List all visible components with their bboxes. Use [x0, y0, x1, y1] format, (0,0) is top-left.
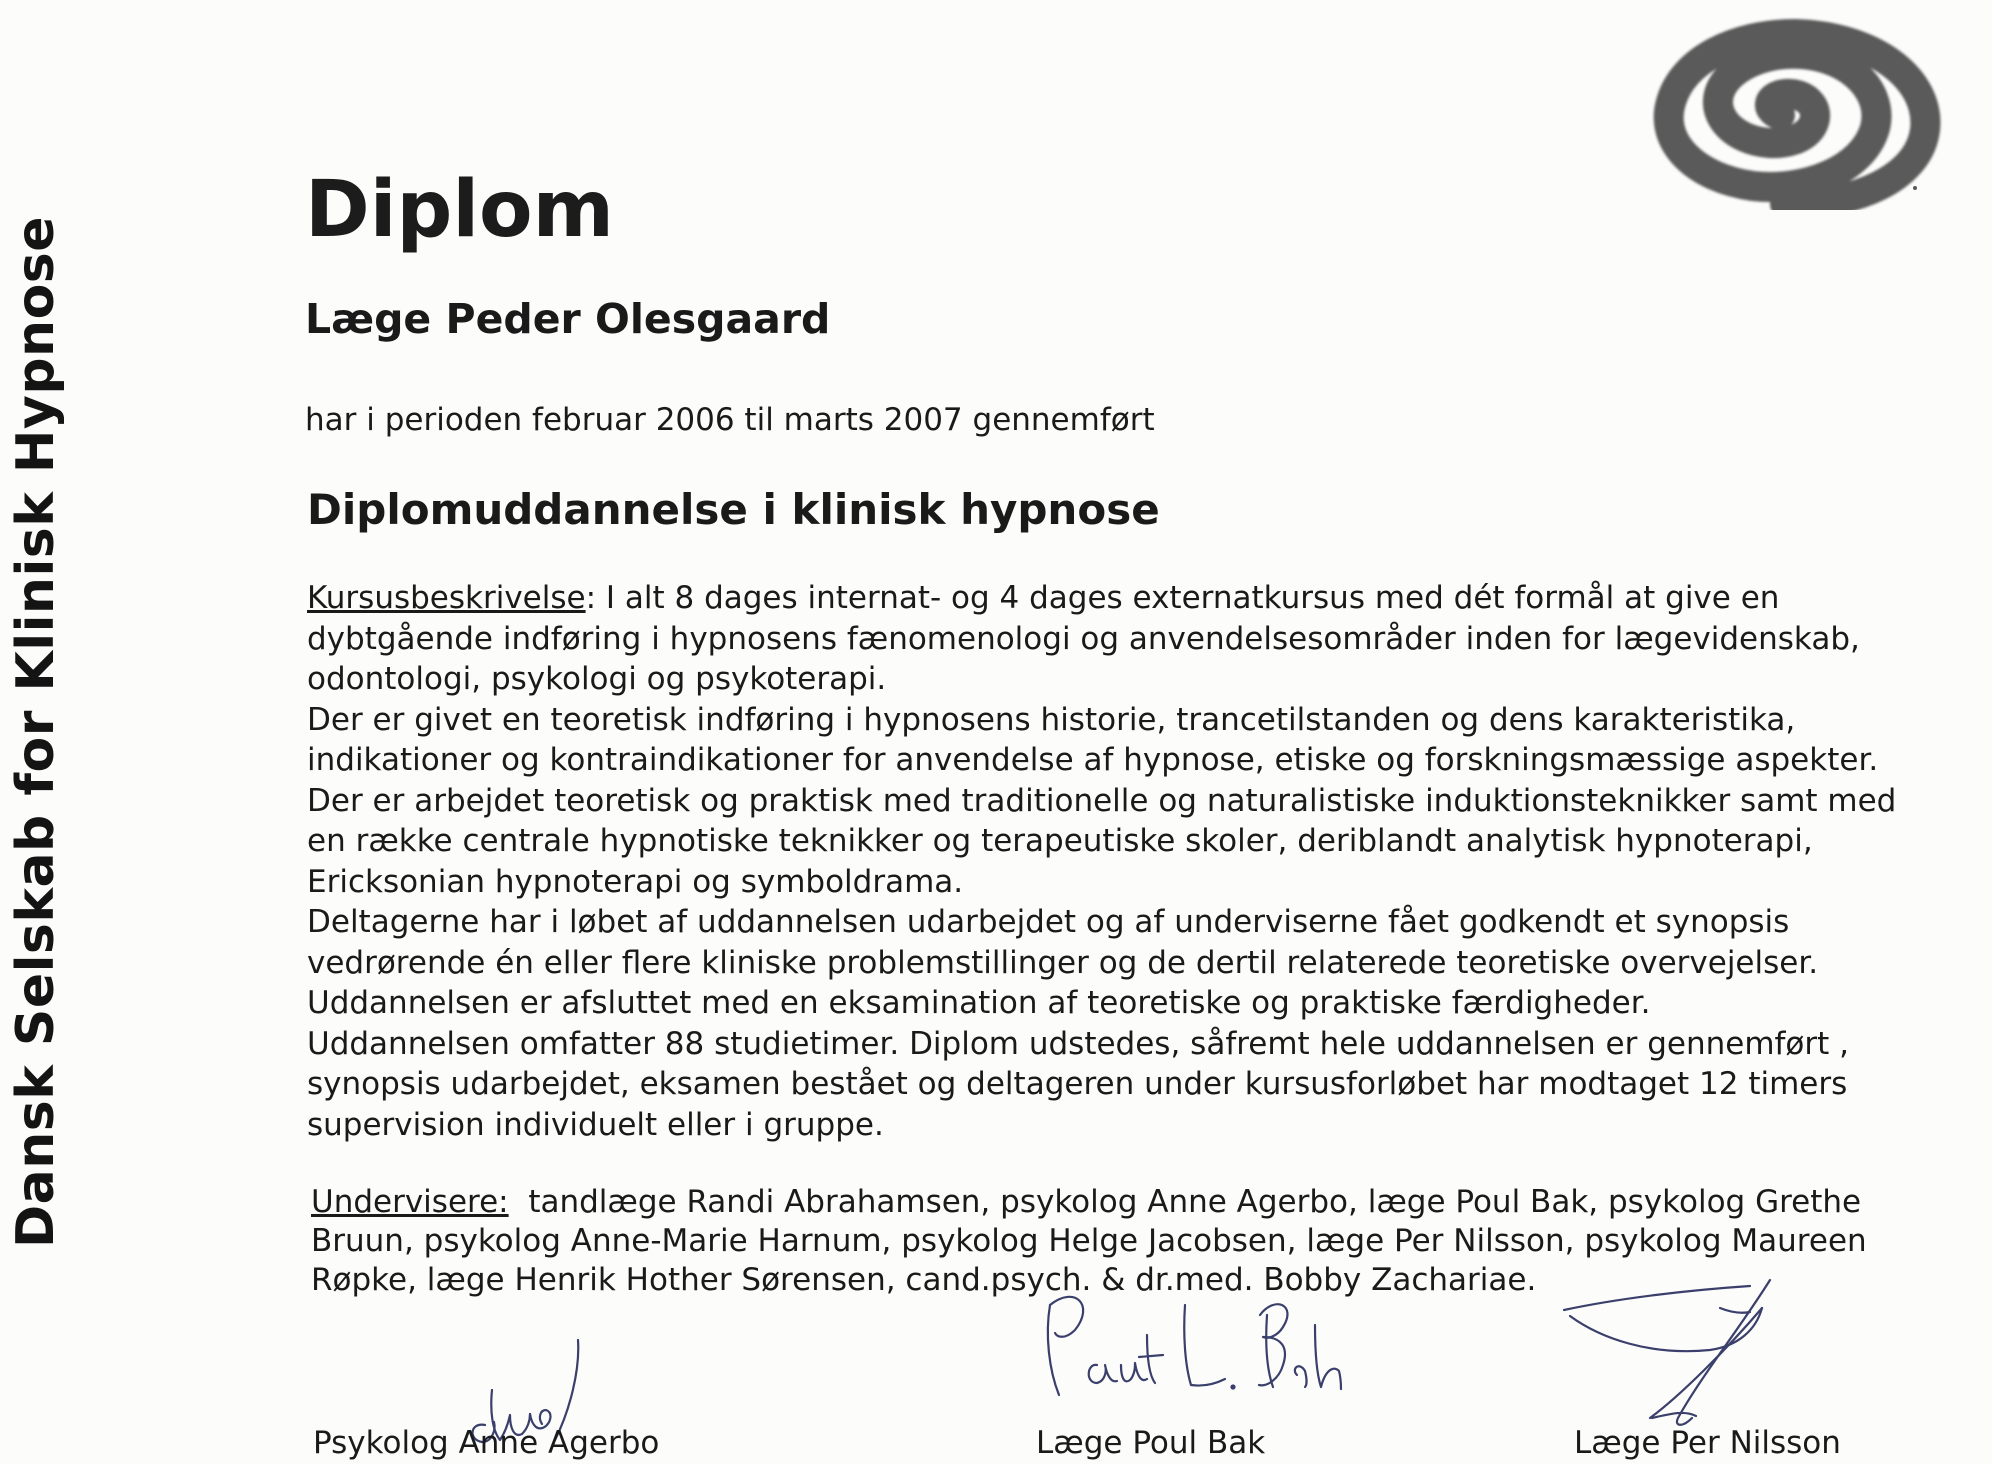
signature-poul-bak: [1035, 1275, 1365, 1415]
teachers-line: Røpke, læge Henrik Hother Sørensen, cand.psych. & dr.med. Bobby Zachariae.: [311, 1262, 1537, 1298]
teachers-line: Bruun, psykolog Anne-Marie Harnum, psykolog Helge Jacobsen, læge Per Nilsson, psykolog Maureen: [311, 1223, 1867, 1259]
description-line: Deltagerne har i løbet af uddannelsen udarbejdet og af underviserne fået godkendt et synopsis: [307, 904, 1790, 940]
description-line: Uddannelsen omfatter 88 studietimer. Diplom udstedes, såfremt hele uddannelsen er gennemført ,: [307, 1025, 1850, 1062]
description-line: en række centrale hypnotiske teknikker og terapeutiske skoler, deriblandt analytisk hypnoterapi,: [307, 823, 1813, 859]
signatory-name-3: Læge Per Nilsson: [1574, 1425, 1841, 1461]
description-line: Kursusbeskrivelse: I alt 8 dages internat- og 4 dages externatkursus med dét formål at give en: [307, 580, 1780, 616]
description-line: supervision individuelt eller i gruppe.: [307, 1106, 884, 1143]
description-line: synopsis udarbejdet, eksamen bestået og deltageren under kursusforløbet har modtaget 12 timers: [307, 1066, 1848, 1102]
diploma-title: Diplom: [305, 165, 614, 255]
signatory-name-1: Psykolog Anne Agerbo: [313, 1425, 660, 1461]
recipient-name: Læge Peder Olesgaard: [305, 295, 831, 343]
description-line: indikationer og kontraindikationer for anvendelse af hypnose, etiske og forskningsmæssige aspekter.: [307, 742, 1879, 778]
description-line: dybtgående indføring i hypnosens fænomenologi og anvendelsesområder inden for lægevidenskab,: [307, 620, 1860, 657]
teachers-line: Undervisere: tandlæge Randi Abrahamsen, psykolog Anne Agerbo, læge Poul Bak, psykolog Grethe: [311, 1184, 1862, 1220]
description-line: Ericksonian hypnoterapi og symboldrama.: [307, 863, 964, 900]
signatory-name-2: Læge Poul Bak: [1036, 1425, 1266, 1461]
organization-name: Dansk Selskab for Klinisk Hypnose: [6, 215, 66, 1249]
course-description: [307, 578, 1992, 1145]
period-text: har i perioden februar 2006 til marts 2007 gennemført: [305, 402, 1155, 438]
description-line: Der er givet en teoretisk indføring i hypnosens historie, trancetilstanden og dens karakteristika,: [307, 701, 1796, 738]
description-label: Kursusbeskrivelse: [307, 580, 586, 616]
spiral-logo-icon: [1585, 10, 1975, 210]
signature-per-nilsson: [1560, 1268, 1820, 1438]
description-line: Uddannelsen er afsluttet med en eksamination af teoretiske og praktiske færdigheder.: [307, 985, 1651, 1021]
description-line: odontologi, psykologi og psykoterapi.: [307, 661, 887, 697]
description-line: vedrørende én eller flere kliniske problemstillinger og de dertil relaterede teoretiske overvejelser.: [307, 944, 1819, 981]
description-line: Der er arbejdet teoretisk og praktisk med traditionelle og naturalistiske induktionsteknikker samt med: [307, 782, 1897, 819]
side-organization-title: [0, 0, 72, 1464]
teachers-label: Undervisere:: [311, 1184, 509, 1220]
course-title: Diplomuddannelse i klinisk hypnose: [307, 485, 1160, 534]
